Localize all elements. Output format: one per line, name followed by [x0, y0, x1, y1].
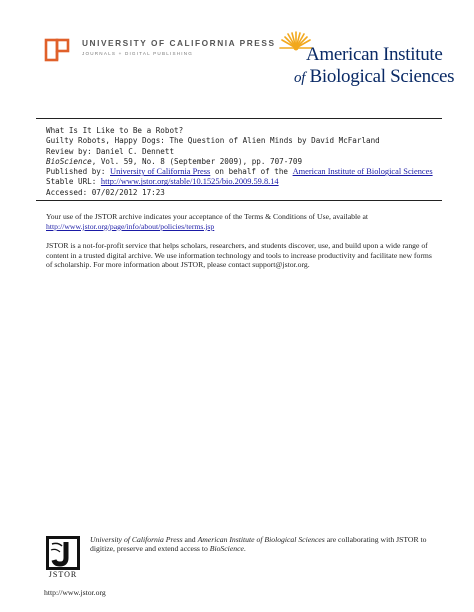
journal-volume: , Vol. 59, No. 8 (September 2009), pp. 707-709	[91, 156, 303, 166]
terms-text: Your use of the JSTOR archive indicates your acceptance of the Terms & Conditions of Use, available at	[46, 212, 369, 221]
ucp-wordmark	[82, 38, 276, 56]
stable-url-prefix: Stable URL:	[46, 177, 101, 187]
svg-text:JSTOR: JSTOR	[48, 570, 78, 578]
terms-link[interactable]: http://www.jstor.org/page/info/about/policies/terms.jsp	[46, 221, 215, 231]
middle-divider	[36, 200, 442, 201]
published-mid: on behalf of the	[210, 167, 293, 177]
aibs-link[interactable]: American Institute of Biological Sciences	[292, 167, 433, 177]
review-author: Review by: Daniel C. Dennett	[46, 146, 175, 156]
footer-aibs: American Institute of Biological Sciences	[197, 535, 325, 544]
jstor-url: http://www.jstor.org	[44, 588, 106, 597]
ucp-name: UNIVERSITY OF CALIFORNIA PRESS	[82, 38, 276, 48]
stable-url-link[interactable]: http://www.jstor.org/stable/10.1525/bio.2009.59.8.14	[100, 177, 279, 187]
aibs-name-line1: American Institute	[306, 44, 443, 65]
aibs-of: of	[294, 70, 306, 86]
publisher-link[interactable]: University of California Press	[110, 167, 211, 177]
footer-journal: BioScience	[209, 544, 244, 554]
publisher-line	[46, 167, 433, 177]
journal-info	[46, 157, 433, 167]
terms-paragraph	[46, 212, 438, 231]
top-divider	[36, 118, 442, 119]
accessed-date: Accessed: 07/02/2012 17:23	[46, 187, 165, 197]
book-title: Guilty Robots, Happy Dogs: The Question of Alien Minds by David McFarland	[46, 136, 380, 146]
published-prefix: Published by:	[46, 167, 111, 177]
footer-ucp: University of California Press	[90, 535, 183, 544]
aibs-biological-sciences: Biological Sciences	[305, 66, 455, 87]
article-title: What Is It Like to Be a Robot?	[46, 126, 184, 135]
citation-block	[46, 126, 433, 198]
ucp-subtitle: JOURNALS + DIGITAL PUBLISHING	[82, 51, 193, 56]
jstor-logo-icon	[46, 536, 80, 578]
footer-end: .	[243, 544, 246, 554]
footer-mid: are collaborating with JSTOR to digitize, preserve and extend access to	[90, 535, 427, 554]
aibs-name-line2	[294, 66, 454, 88]
collaboration-statement	[90, 535, 442, 554]
about-jstor-paragraph: JSTOR is a not-for-profit service that helps scholars, researchers, and students discover, use, and build upon a wide range of content in a trusted digital archive. We use information technology and tools to increase productivity and facilitate new forms of scholarship. For more information about JSTOR, please contact support@jstor.org.	[46, 241, 432, 270]
footer-and: and	[182, 535, 198, 544]
journal-name: BioScience	[46, 156, 92, 166]
ucp-logo-icon	[44, 37, 70, 63]
stable-url-line	[46, 177, 433, 187]
